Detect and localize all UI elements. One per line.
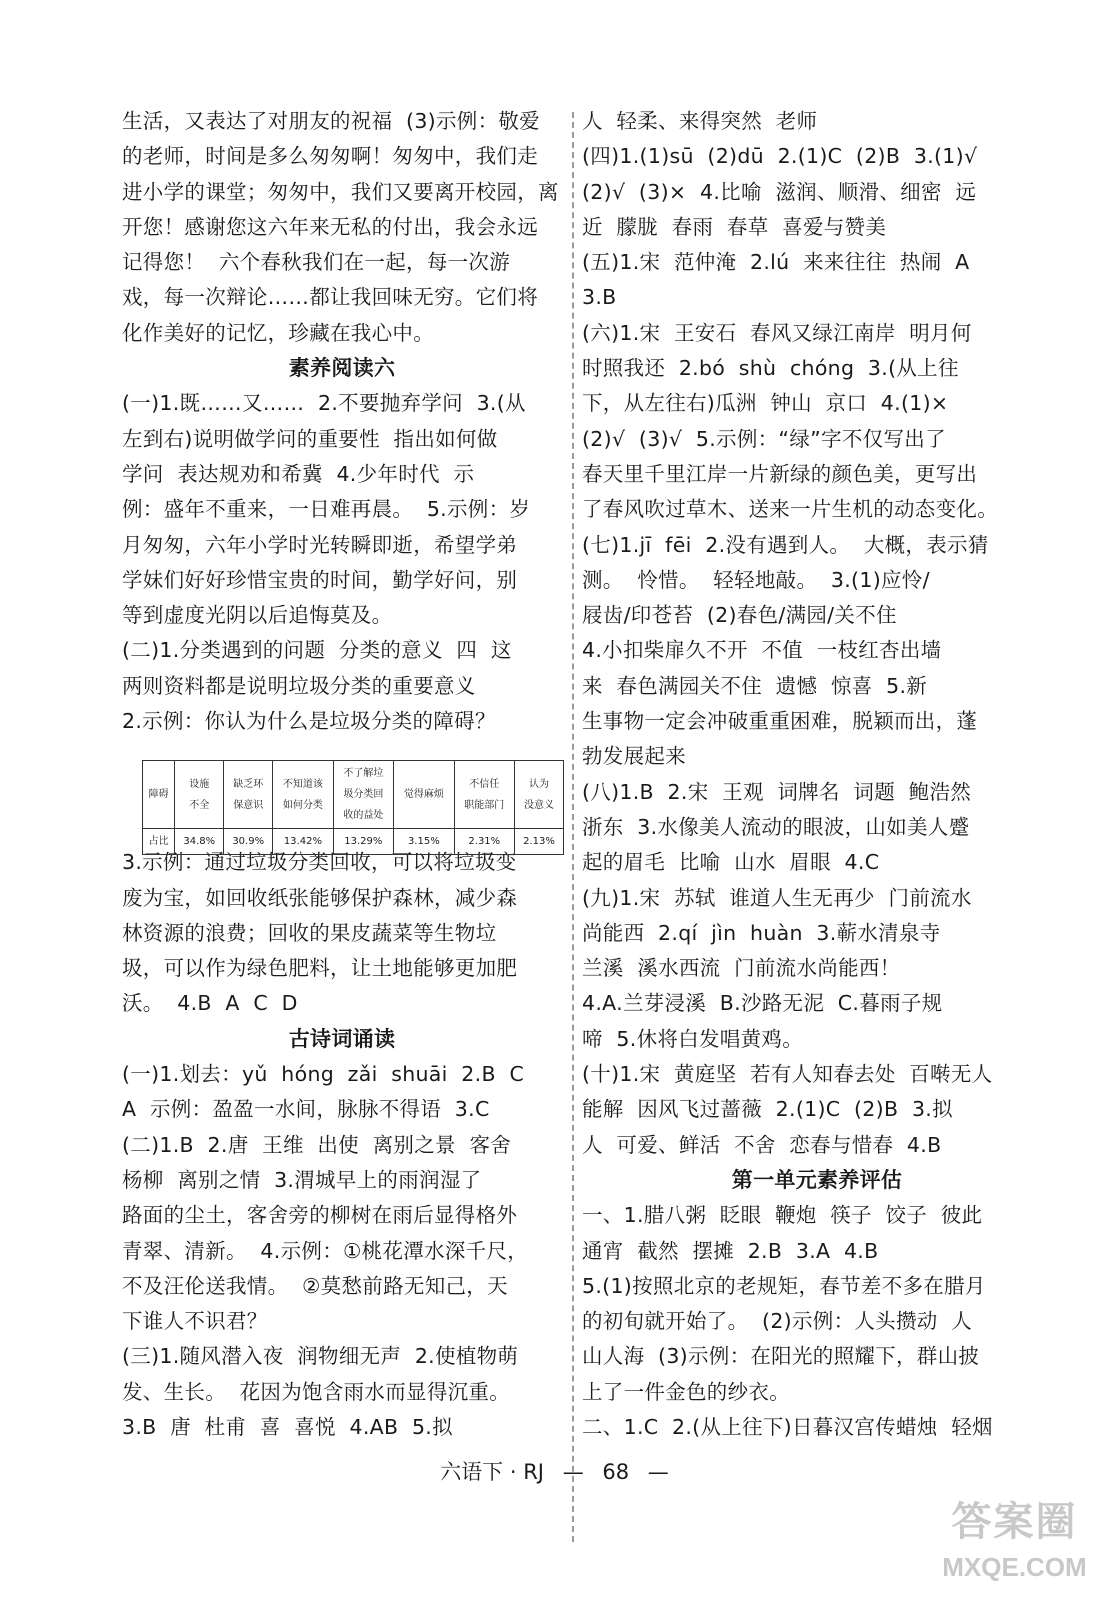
survey-table (142, 760, 564, 855)
text-line: 山人海 (3)示例：在阳光的照耀下，群山披 (582, 1344, 980, 1369)
text-line: 不及汪伦送我情。 ②莫愁前路无知己，天 (122, 1273, 508, 1298)
table-cell: 34.8% (175, 829, 224, 855)
text-line: 学妹们好好珍惜宝贵的时间，勤学好问，别 (122, 567, 518, 592)
section-heading: 古诗词诵读 (288, 1026, 396, 1051)
text-line: 记得您！ 六个春秋我们在一起，每一次游 (122, 250, 511, 275)
text-line: 路面的尘土，客舍旁的柳树在雨后显得格外 (122, 1203, 518, 1228)
table-header-cell: 不信任 职能部门 (454, 761, 514, 829)
text-line: 屐齿/印苍苔 (2)春色/满园/关不住 (582, 603, 897, 628)
text-line: A 示例：盈盈一水间，脉脉不得语 3.C (122, 1097, 490, 1122)
text-line: 一、1.腊八粥 眨眼 鞭炮 筷子 饺子 彼此 (582, 1203, 983, 1228)
text-line: 浙东 3.水像美人流动的眼波，山如美人蹙 (582, 814, 970, 839)
text-line: 上了一件金色的纱衣。 (582, 1379, 790, 1404)
section-heading: 素养阅读六 (288, 356, 396, 381)
table-header-cell: 缺乏环 保意识 (224, 761, 273, 829)
text-line: 起的眉毛 比喻 山水 眉眼 4.C (582, 850, 880, 875)
text-line: 林资源的浪费；回收的果皮蔬菜等生物垃 (122, 920, 497, 945)
text-line: 兰溪 溪水西流 门前流水尚能西！ (582, 956, 901, 981)
text-line: 了春风吹过草木、送来一片生机的动态变化。 (582, 497, 998, 522)
text-line: (六)1.宋 王安石 春风又绿江南岸 明月何 (582, 320, 972, 345)
footer-dash: — (562, 1460, 584, 1484)
text-line: 杨柳 离别之情 3.渭城早上的雨润湿了 (122, 1167, 482, 1192)
watermark-logo (932, 1494, 1097, 1594)
text-line: (五)1.宋 范仲淹 2.lú 来来往往 热闹 A (582, 250, 970, 275)
text-line: 戏，每一次辩论……都让我回味无穷。它们将 (122, 285, 538, 310)
text-line: 近 朦胧 春雨 春草 喜爱与赞美 (582, 214, 887, 239)
text-line: 能解 因风飞过蔷薇 2.(1)C (2)B 3.拟 (582, 1097, 953, 1122)
text-line: 来 春色满园关不住 遗憾 惊喜 5.新 (582, 673, 928, 698)
text-line: 啼 5.休将白发唱黄鸡。 (582, 1026, 803, 1051)
table-header-cell: 障碍 (143, 761, 175, 829)
section-heading: 第一单元素养评估 (731, 1167, 903, 1192)
text-line: 化作美好的记忆，珍藏在我心中。 (122, 320, 434, 345)
text-line: 4.A.兰芽浸溪 B.沙路无泥 C.暮雨子规 (582, 991, 943, 1016)
text-line: 5.(1)按照北京的老规矩，春节差不多在腊月 (582, 1273, 986, 1298)
table-cell: 2.31% (454, 829, 514, 855)
table-cell: 3.15% (394, 829, 454, 855)
table-cell: 占比 (143, 829, 175, 855)
text-line: (二)1.B 2.唐 王维 出使 离别之景 客舍 (122, 1132, 512, 1157)
text-line: (四)1.(1)sū (2)dū 2.(1)C (2)B 3.(1)√ (582, 144, 978, 169)
text-line: 圾，可以作为绿色肥料，让土地能够更加肥 (122, 956, 518, 981)
text-line: 勃发展起来 (582, 744, 686, 769)
table-cell: 30.9% (224, 829, 273, 855)
text-line: 尚能西 2.qí jìn huàn 3.蕲水清泉寺 (582, 920, 941, 945)
text-line: 3.B (582, 285, 617, 310)
text-line: 下，从左往右)瓜洲 钟山 京口 4.(1)× (582, 391, 949, 416)
page-number: 68 (602, 1460, 630, 1484)
text-line: 3.B 唐 杜甫 喜 喜悦 4.AB 5.拟 (122, 1414, 453, 1439)
table-cell: 13.42% (273, 829, 333, 855)
text-line: 通宵 截然 摆摊 2.B 3.A 4.B (582, 1238, 879, 1263)
text-line: 测。 怜惜。 轻轻地敲。 3.(1)应怜/ (582, 567, 930, 592)
table-header-cell: 设施 不全 (175, 761, 224, 829)
text-line: 月匆匆，六年小学时光转瞬即逝，希望学弟 (122, 532, 518, 557)
table-header-row (143, 761, 564, 829)
text-line: 的老师，时间是多么匆匆啊！匆匆中，我们走 (122, 144, 538, 169)
text-line: 人 可爱、鲜活 不舍 恋春与惜春 4.B (582, 1132, 942, 1157)
text-line: 人 轻柔、来得突然 老师 (582, 109, 818, 133)
text-line: 例：盛年不重来，一日难再晨。 5.示例：岁 (122, 497, 531, 522)
text-line: (一)1.既……又…… 2.不要抛弃学问 3.(从 (122, 391, 526, 416)
text-line: (一)1.划去：yǔ hóng zǎi shuāi 2.B C (122, 1062, 525, 1087)
text-line: 进小学的课堂；匆匆中，我们又要离开校园，离 (122, 179, 559, 204)
footer-dash: — (647, 1460, 669, 1484)
text-line: 废为宝，如回收纸张能够保护森林，减少森 (122, 885, 518, 910)
text-line: 发、生长。 花因为饱含雨水而显得沉重。 (122, 1379, 511, 1404)
text-line: (2)√ (3)× 4.比喻 滋润、顺滑、细密 远 (582, 179, 977, 204)
text-line: 沃。 4.B A C D (122, 991, 298, 1016)
table-header-cell: 不知道该 如何分类 (273, 761, 333, 829)
text-line: 时照我还 2.bó shù chóng 3.(从上往 (582, 356, 959, 381)
text-line: 2.示例：你认为什么是垃圾分类的障碍？ (122, 709, 496, 734)
text-line: 左到右)说明做学问的重要性 指出如何做 (122, 426, 498, 451)
table-header-cell: 觉得麻烦 (394, 761, 454, 829)
text-line: 等到虚度光阴以后追悔莫及。 (122, 603, 393, 628)
text-line: 学问 表达规劝和希冀 4.少年时代 示 (122, 461, 475, 486)
text-line: 二、1.C 2.(从上往下)日暮汉宫传蜡烛 轻烟 (582, 1414, 993, 1439)
text-line: (七)1.jī fēi 2.没有遇到人。 大概，表示猜 (582, 532, 989, 557)
text-line: 生事物一定会冲破重重困难，脱颖而出，蓬 (582, 709, 978, 734)
text-line: 4.小扣柴扉久不开 不值 一枝红杏出墙 (582, 638, 942, 663)
text-line: 生活，又表达了对朋友的祝福 (3)示例：敬爱 (122, 109, 540, 133)
text-line: 青翠、清新。 4.示例：①桃花潭水深千尺， (122, 1238, 529, 1263)
text-line: (三)1.随风潜入夜 润物细无声 2.使植物萌 (122, 1344, 519, 1369)
text-line: 开您！感谢您这六年来无私的付出，我会永远 (122, 214, 538, 239)
table-header-cell: 认为 没意义 (515, 761, 564, 829)
page-footer (0, 1456, 1109, 1486)
text-line: (九)1.宋 苏轼 谁道人生无再少 门前流水 (582, 885, 972, 910)
text-line: (二)1.分类遇到的问题 分类的意义 四 这 (122, 638, 512, 663)
text-line: (八)1.B 2.宋 王观 词牌名 词题 鲍浩然 (582, 779, 972, 804)
column-divider (572, 112, 574, 1542)
text-line: 3.示例：通过垃圾分类回收，可以将垃圾变 (122, 850, 517, 875)
text-line: 两则资料都是说明垃圾分类的重要意义 (122, 673, 476, 698)
table-row (143, 829, 564, 855)
text-line: 的初旬就开始了。 (2)示例：人头攒动 人 (582, 1309, 973, 1334)
watermark-title: 答案圈 (951, 1500, 1078, 1544)
watermark-url: MXQE.COM (942, 1552, 1087, 1582)
footer-label: 六语下 · RJ (440, 1460, 544, 1484)
table-cell: 2.13% (515, 829, 564, 855)
text-line: (十)1.宋 黄庭坚 若有人知春去处 百啭无人 (582, 1062, 993, 1087)
text-line: 下谁人不识君？ (122, 1309, 268, 1334)
text-line: 春天里千里江岸一片新绿的颜色美，更写出 (582, 461, 978, 486)
table-cell: 13.29% (333, 829, 393, 855)
text-line: (2)√ (3)√ 5.示例：“绿”字不仅写出了 (582, 426, 946, 451)
table-header-cell: 不了解垃 圾分类回 收的益处 (333, 761, 393, 829)
right-column (582, 104, 1052, 1445)
